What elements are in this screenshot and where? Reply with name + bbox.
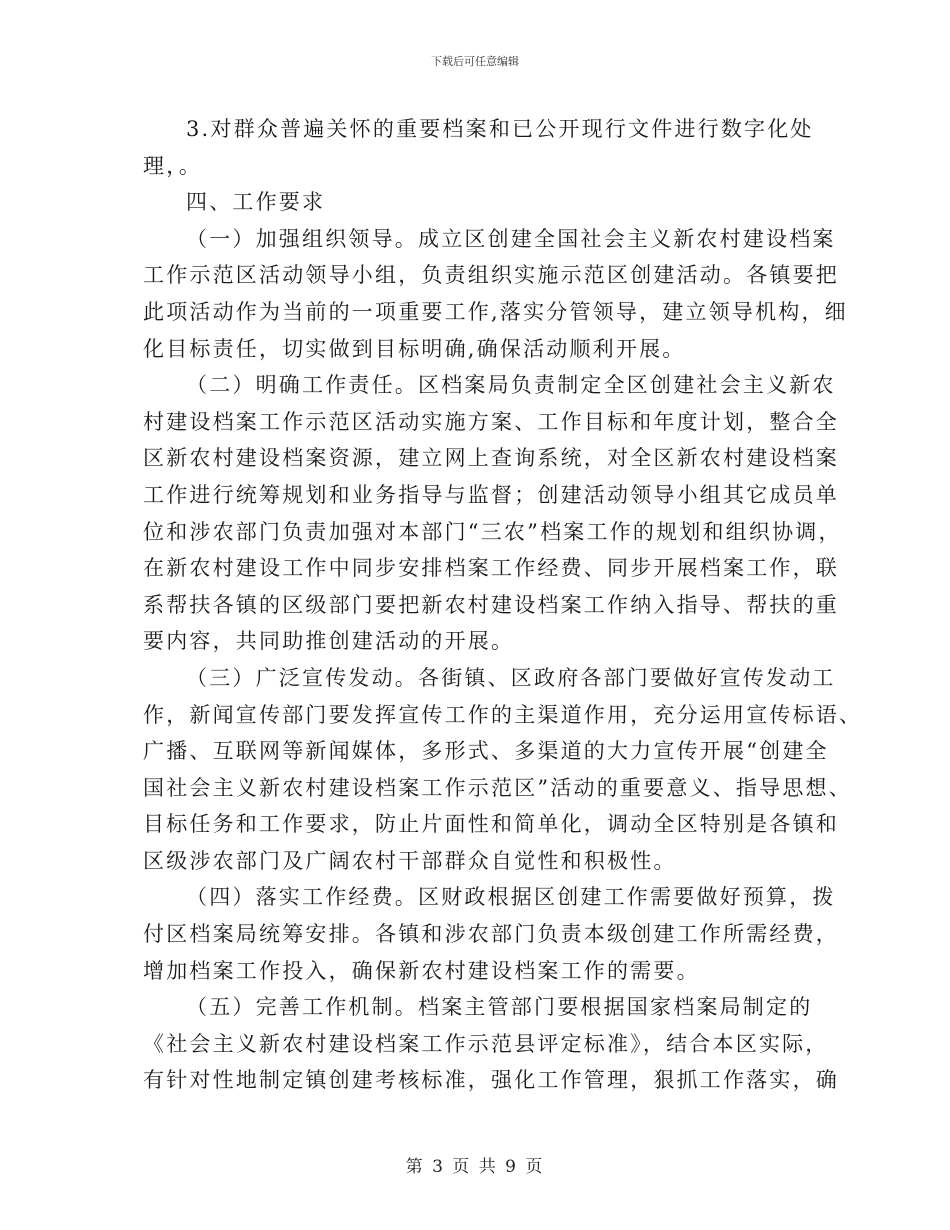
page-number: 第 3 页 共 9 页: [405, 1157, 545, 1177]
section-heading: 四、工作要求: [186, 190, 326, 215]
text-line: 系帮扶各镇的区级部门要把新农村建设档案工作纳入指导、帮扶的重: [143, 592, 839, 617]
text-line: 位和涉农部门负责加强对本部门“三农”档案工作的规划和组织协调，: [143, 519, 842, 544]
text-line: 化目标责任，切实做到目标明确,确保活动顺利开展。: [143, 336, 686, 361]
text-line: 在新农村建设工作中同步安排档案工作经费、同步开展档案工作，联: [143, 556, 839, 581]
text-line: 广播、互联网等新闻媒体，多形式、多渠道的大力宣传开展“创建全: [143, 739, 829, 764]
text-line: （四）落实工作经费。区财政根据区创建工作需要做好预算，拨: [186, 885, 836, 910]
text-line: 增加档案工作投入，确保新农村建设档案工作的需要。: [143, 958, 700, 983]
text-line: 区新农村建设档案资源，建立网上查询系统，对全区新农村建设档案: [143, 446, 839, 471]
document-body: [143, 111, 863, 1099]
text-line: 要内容，共同助推创建活动的开展。: [143, 629, 515, 654]
text-line: 区级涉农部门及广阔农村干部群众自觉性和积极性。: [143, 848, 677, 873]
text-line: 有针对性地制定镇创建考核标准，强化工作管理，狠抓工作落实，确: [143, 1068, 839, 1093]
text-line: 此项活动作为当前的一项重要工作,落实分管领导，建立领导机构，细: [143, 299, 848, 324]
text-line: 作，新闻宣传部门要发挥宣传工作的主渠道作用，充分运用宣传标语、: [143, 702, 863, 727]
text-line: 理，。: [143, 153, 203, 178]
text-line: 3.对群众普遍关怀的重要档案和已公开现行文件进行数字化处: [186, 117, 814, 141]
text-line: 工作进行统筹规划和业务指导与监督；创建活动领导小组其它成员单: [143, 482, 839, 507]
text-line: 付区档案局统筹安排。各镇和涉农部门负责本级创建工作所需经费，: [143, 922, 839, 947]
text-line: 工作示范区活动领导小组，负责组织实施示范区创建活动。各镇要把: [143, 263, 839, 288]
text-line: 目标任务和工作要求，防止片面性和简单化，调动全区特别是各镇和: [143, 812, 839, 837]
text-line: 村建设档案工作示范区活动实施方案、工作目标和年度计划，整合全: [143, 409, 839, 434]
page-header: 下载后可任意编辑: [431, 55, 519, 68]
text-line: （一）加强组织领导。成立区创建全国社会主义新农村建设档案: [186, 226, 836, 251]
text-line: （五）完善工作机制。档案主管部门要根据国家档案局制定的: [186, 995, 813, 1020]
text-line: （三）广泛宣传发动。各街镇、区政府各部门要做好宣传发动工: [186, 665, 836, 690]
text-line: 《社会主义新农村建设档案工作示范县评定标准》，结合本区实际，: [143, 1031, 829, 1056]
text-line: （二）明确工作责任。区档案局负责制定全区创建社会主义新农: [186, 373, 836, 398]
text-line: 国社会主义新农村建设档案工作示范区”活动的重要意义、指导思想、: [143, 775, 852, 800]
